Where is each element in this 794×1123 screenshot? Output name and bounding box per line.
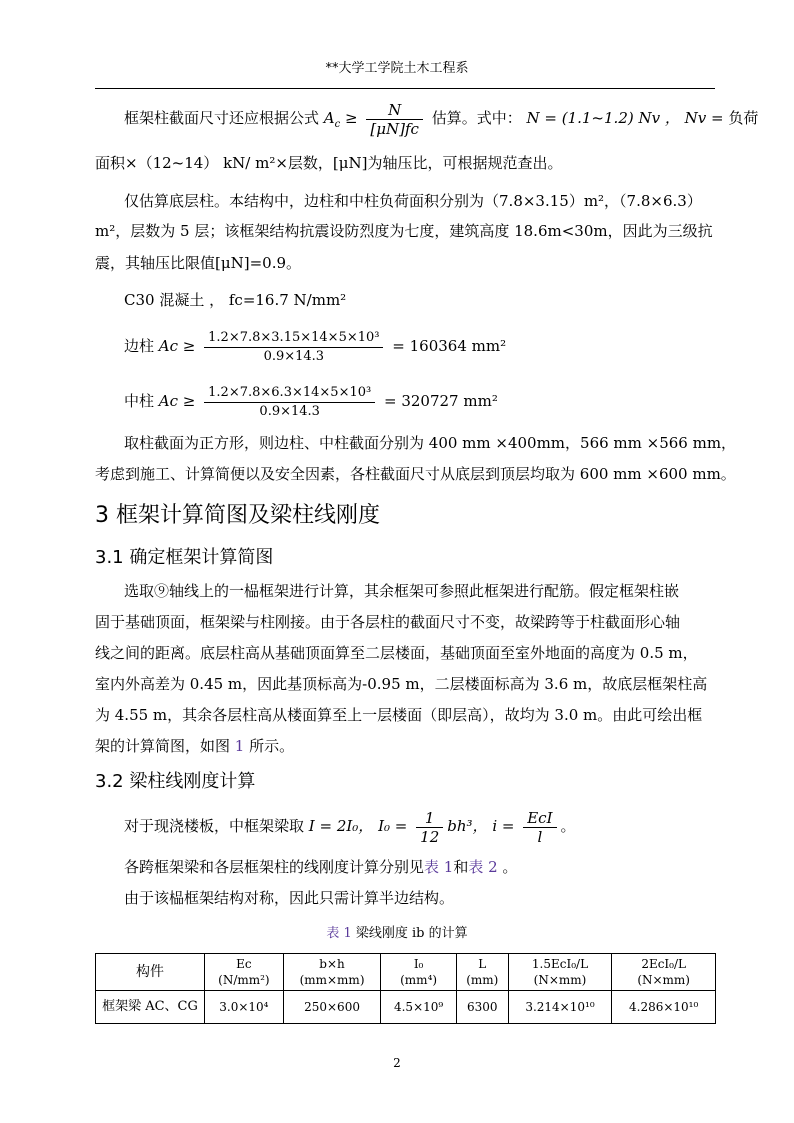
paragraph-line: 室内外高差为 0.45 m，因此基顶标高为-0.95 m，二层楼面标高为 3.6 m，故底层框架柱高: [95, 675, 708, 693]
table-title: 梁线刚度 ib 的计算: [351, 926, 468, 941]
page-header: **大学工学院土木工程系: [325, 61, 469, 76]
section-heading-3: 3 框架计算简图及梁柱线刚度: [95, 503, 380, 528]
paragraph-line: 固于基础顶面，框架梁与柱刚接。由于各层柱的截面尺寸不变，故梁跨等于柱截面形心轴: [95, 613, 681, 631]
table-header: b×h (mm×mm): [283, 954, 381, 991]
table-header: Ec (N/mm²): [205, 954, 284, 991]
stiffness-formula-line: 对于现浇楼板，中框架梁取 I = 2I₀， I₀ = $\frac{1}{12}$ bh³， i = $\frac{\text{EcI}}{l}$ 。: [124, 808, 576, 846]
concrete-line: C30 混凝土 ， fc=16.7 N/mm²: [124, 291, 347, 309]
table-caption: [0, 922, 794, 941]
result: = 160364 mm²: [392, 337, 507, 355]
fraction: $\frac{\text{EcI}}{l}$: [523, 809, 556, 846]
table-cell: 6300: [456, 991, 508, 1024]
section-heading-3-2: 3.2 梁柱线刚度计算: [95, 771, 256, 792]
lhs: Ac ≥: [158, 337, 196, 355]
table-cell: 3.214×10¹⁰: [508, 991, 612, 1024]
table-header: L (mm): [456, 954, 508, 991]
paragraph-line: 各跨框架梁和各层框架柱的线刚度计算分别见表 1和表 2 。: [124, 858, 518, 876]
paragraph-line: 考虑到施工、计算简便以及安全因素，各柱截面尺寸从底层到顶层均取为 600 mm ×600 mm。: [95, 465, 736, 483]
paragraph-line: 线之间的距离。底层柱高从基础顶面算至二层楼面，基础顶面至室外地面的高度为 0.5 m，: [95, 644, 698, 662]
paragraph-line: 架的计算简图，如图 1 所示。: [95, 737, 295, 755]
fraction: $\frac{\text{1.2×7.8×3.15×14×5×10³}}{0.9\times 14.3}$: [204, 329, 383, 366]
formula-nv: Nv: [684, 109, 707, 127]
paragraph-line: 由于该榀框架结构对称，因此只需计算半边结构。: [124, 889, 455, 907]
figure-link[interactable]: 1: [234, 737, 245, 755]
paragraph-line: 仅估算底层柱。本结构中，边柱和中柱负荷面积分别为（7.8×3.15）m²，（7.8×6.3）: [124, 192, 702, 210]
fraction: $\frac{\text{1.2×7.8×6.3×14×5×10³}}{0.9\times 14.3}$: [204, 384, 375, 421]
formula-paragraph-line1: [124, 98, 759, 138]
formula-n: N = (1.1~1.2) Nv ，: [526, 109, 680, 127]
table-row: [96, 991, 716, 1024]
table-label: 表 1: [326, 926, 352, 941]
table-cell: 框架梁 AC、CG: [96, 991, 205, 1024]
formula-fraction: $\frac{N}{[\mu N]fc}$: [366, 101, 423, 138]
table-cell: 4.5×10⁹: [381, 991, 457, 1024]
paragraph-line: 震，其轴压比限值[μN]=0.9。: [95, 254, 302, 272]
lhs: Ac ≥: [158, 392, 196, 410]
paragraph-line: 选取⑨轴线上的一榀框架进行计算，其余框架可参照此框架进行配筋。假定框架柱嵌: [124, 582, 680, 600]
result: = 320727 mm²: [384, 392, 498, 410]
table2-link[interactable]: 表 2: [468, 858, 498, 876]
page-number: 2: [393, 1056, 401, 1070]
section-heading-3-1: 3.1 确定框架计算简图: [95, 547, 274, 568]
table-header: 1.5EcI₀/L (N×mm): [508, 954, 612, 991]
label: 边柱: [124, 337, 155, 355]
text: 估算。式中：: [431, 109, 522, 127]
formula-ac: $A_c$ ≥: [323, 109, 358, 130]
table-header: 构件: [96, 954, 205, 991]
table-cell: 250×600: [283, 991, 381, 1024]
beam-stiffness-table: [95, 953, 716, 1024]
paragraph-line: m²，层数为 5 层；该框架结构抗震设防烈度为七度，建筑高度 18.6m<30m，因此为三级抗: [95, 222, 713, 240]
formula-paragraph-line2: 面积×（12~14） kN/ m²×层数，[μN]为轴压比，可根据规范查出。: [95, 154, 563, 172]
table-cell: 3.0×10⁴: [205, 991, 284, 1024]
paragraph-line: 为 4.55 m，其余各层柱高从楼面算至上一层楼面（即层高），故均为 3.0 m。由此可绘出框: [95, 706, 703, 724]
text: 框架柱截面尺寸还应根据公式: [124, 109, 320, 127]
edge-column-formula: [124, 325, 754, 367]
text: = 负荷: [706, 109, 759, 127]
middle-column-formula: [124, 380, 754, 422]
table-header: 2EcI₀/L (N×mm): [612, 954, 716, 991]
table-cell: 4.286×10¹⁰: [612, 991, 716, 1024]
paragraph-line: 取柱截面为正方形，则边柱、中柱截面分别为 400 mm ×400mm，566 mm ×566 mm，: [124, 434, 737, 452]
fraction: $\frac{1}{12}$: [416, 809, 443, 846]
table-header-row: [96, 954, 716, 991]
table-header: I₀ (mm⁴): [381, 954, 457, 991]
header-rule: [95, 88, 715, 89]
label: 中柱: [124, 392, 155, 410]
table1-link[interactable]: 表 1: [424, 858, 454, 876]
